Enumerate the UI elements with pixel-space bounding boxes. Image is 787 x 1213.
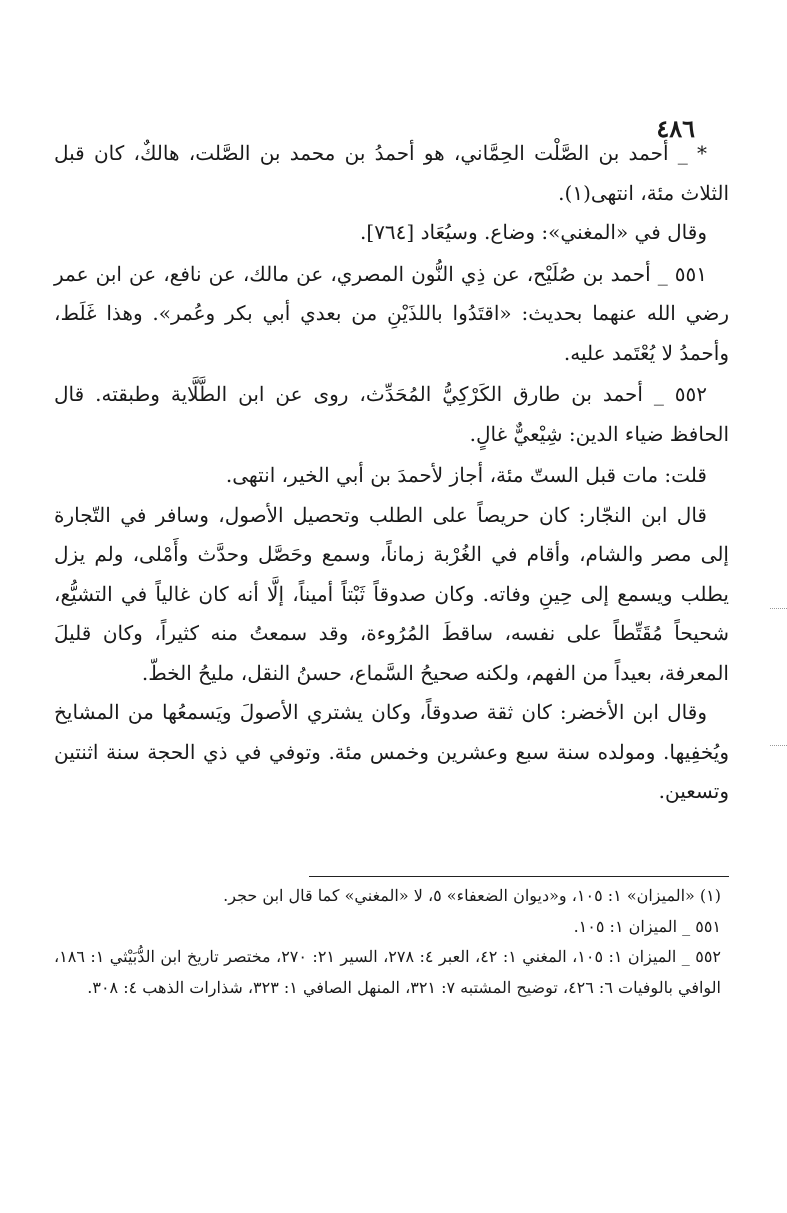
entry-ibn-al-najjar: قال ابن النجّار: كان حريصاً على الطلب وتحصيل الأصول، وسافر في التّجارة إلى مصر والشام، وأقام في الغُرْبة زماناً، وسمع وحَصَّل وحدَّث وأَمْلى، ولم يزل يطلب ويسمع إلى حِينِ وفاته. وكان صدوقاً ثَبْتاً أميناً، إلَّا أنه كان غالياً في التشيُّع، شحيحاً مُقَتِّطاً على نفسه، ساقطَ المُرُوءة، وقد سمعتُ منه كثيراً، وكان قليلَ المعرفة، بعيداً من الفهم، ولكنه صحيحُ السَّماع، حسنُ النقل، مليحُ الخطّ. xyxy=(54,502,729,685)
margin-dotted-line xyxy=(770,608,787,609)
margin-dotted-line xyxy=(770,745,787,746)
footnotes xyxy=(54,881,729,1003)
entry-ibn-al-akhdar: وقال ابن الأخضر: كان ثقة صدوقاً، وكان يشتري الأصولَ ويَسمعُها من المشايخ ويُخفِيها. ومولده سنة سبع وعشرين وخمس مئة. وتوفي في ذي الحجة سنة اثنتين وتسعين. xyxy=(54,700,729,803)
footnote-551: ٥٥١ _ الميزان ١: ١٠٥. xyxy=(573,916,721,936)
footnote-divider xyxy=(309,876,729,877)
entry-mughni-note: وقال في «المغني»: وضاع. وسيُعَاد [٧٦٤]. xyxy=(360,220,707,244)
main-text xyxy=(54,134,729,812)
footnote-552: ٥٥٢ _ الميزان ١: ١٠٥، المغني ١: ٤٢، العبر ٤: ٢٧٨، السير ٢١: ٢٧٠، مختصر تاريخ ابن الدُّبَيْثي ١: ١٨٦، الوافي بالوفيات ٦: ٤٢٦، توضيح المشتبه ٧: ٣٢١، المنهل الصافي ١: ٣٢٣، شذارات الذهب ٤: ٣٠٨. xyxy=(54,947,721,997)
page-number: ٤٨٦ xyxy=(656,114,695,143)
entry-ahmad-bin-al-salt: * _ أحمد بن الصَّلْت الحِمَّاني، هو أحمدُ بن محمد بن الصَّلت، هالكٌ، كان قبل الثلاث مئة، انتهى(١). xyxy=(54,141,729,205)
entry-551: ٥٥١ _ أحمد بن صُلَيْح، عن ذِي النُّون المصري، عن مالك، عن نافع، عن ابن عمر رضي الله عنهما بحديث: «اقتَدُوا باللذَيْنِ من بعدي أبي بكر وعُمر». وهذا غَلَط، وأحمدُ لا يُعْتَمد عليه. xyxy=(54,261,729,365)
footnote-1: (١) «الميزان» ١: ١٠٥، و«ديوان الضعفاء» ٥، لا «المغني» كما قال ابن حجر. xyxy=(223,886,721,905)
entry-552: ٥٥٢ _ أحمد بن طارق الكَرْكِيُّ المُحَدِّث، روى عن ابن الطَّلَّاية وطبقته. قال الحافظ ضياء الدين: شِيْعيٌّ غالٍ. xyxy=(54,382,729,446)
entry-qultu: قلت: مات قبل الستّ مئة، أجاز لأحمدَ بن أبي الخير، انتهى. xyxy=(225,463,707,487)
